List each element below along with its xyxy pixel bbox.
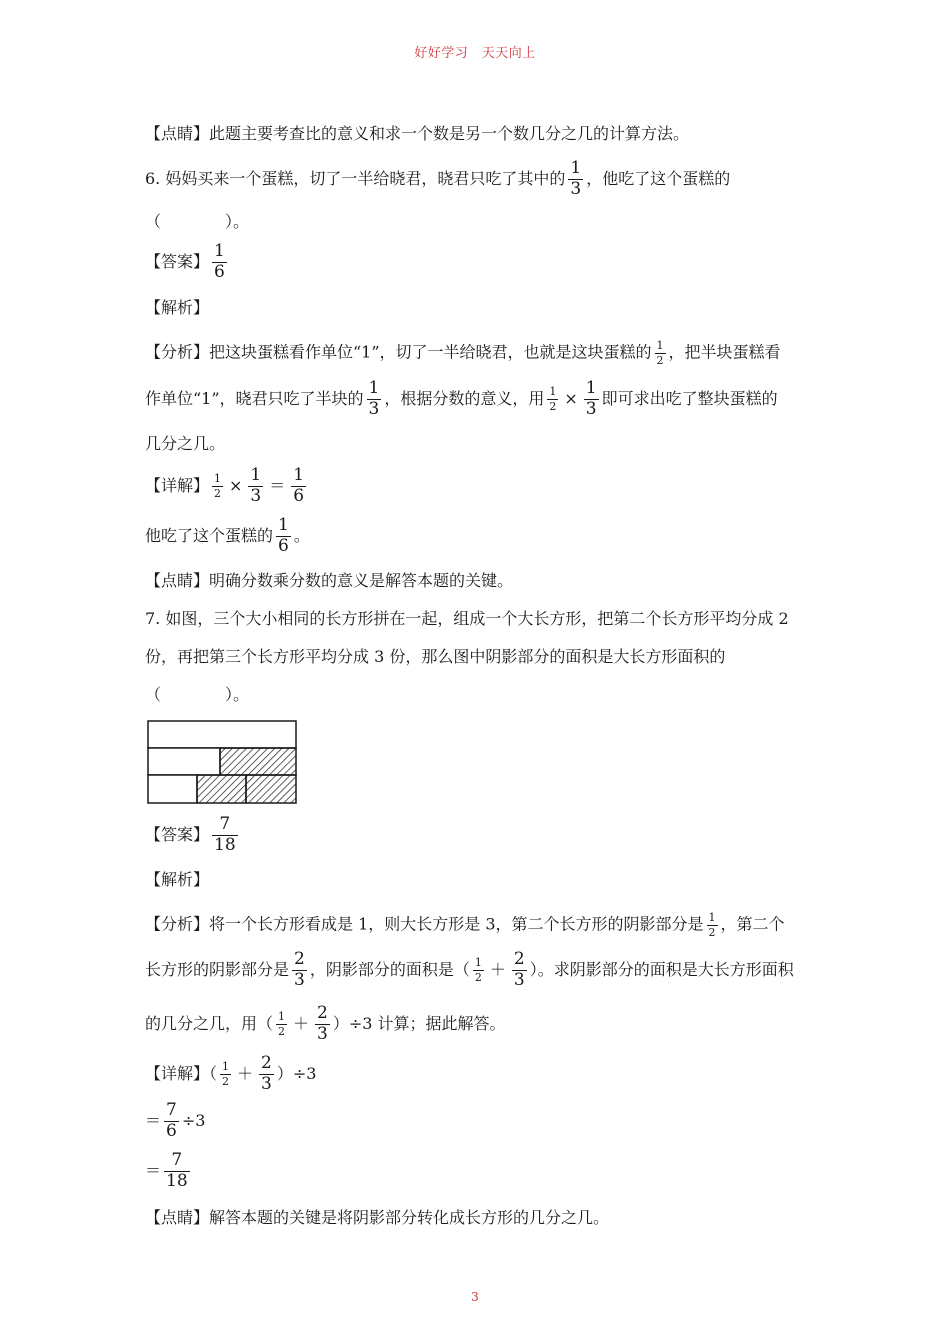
denominator: 2 — [656, 353, 664, 367]
plus-sign: ＋ — [293, 1013, 310, 1033]
numerator: 1 — [585, 378, 597, 398]
denominator: 3 — [317, 1023, 328, 1044]
fraction — [291, 467, 306, 506]
answer-line — [145, 816, 241, 855]
denominator: 2 — [474, 970, 482, 984]
denominator: 2 — [222, 1074, 230, 1088]
numerator: 1 — [708, 911, 716, 924]
fraction — [212, 473, 223, 499]
detail-line — [145, 467, 309, 506]
analysis-line — [145, 340, 781, 366]
numerator: 7 — [219, 814, 231, 834]
numerator: 1 — [214, 241, 225, 261]
answer-line — [145, 243, 230, 282]
detail-label: 【详解】 — [145, 475, 210, 495]
denominator: 3 — [513, 969, 525, 990]
analysis-line — [145, 912, 785, 938]
detail-line — [145, 1102, 205, 1141]
times-sign: × — [564, 388, 578, 408]
fraction — [512, 951, 527, 990]
text: ，他吃了这个蛋糕的 — [586, 168, 731, 188]
text: ）÷3 — [276, 1063, 317, 1083]
numerator: 1 — [250, 465, 262, 485]
text: 【分析】把这块蛋糕看作单位“1”，切了一半给晓君，也就是这块蛋糕的 — [145, 342, 652, 362]
denominator: 2 — [708, 925, 716, 939]
equals-sign: ＝ — [145, 1110, 162, 1130]
analysis-line — [145, 1005, 506, 1044]
fraction — [568, 160, 583, 199]
text-line: 【点睛】此题主要考查比的意义和求一个数是另一个数几分之几的计算方法。 — [145, 124, 690, 143]
fraction — [367, 380, 382, 419]
detail-line — [145, 1055, 316, 1094]
text: ，阴影部分的面积是（ — [309, 959, 470, 979]
times-sign: × — [229, 475, 243, 495]
text: 6. 妈妈买来一个蛋糕，切了一半给晓君，晓君只吃了其中的 — [145, 168, 566, 188]
equals-sign: ＝ — [145, 1160, 162, 1180]
text: 长方形的阴影部分是 — [145, 959, 290, 979]
numerator: 2 — [261, 1053, 272, 1073]
jiexi-label: 【解析】 — [145, 870, 210, 889]
page-number: 3 — [471, 1290, 479, 1304]
analysis-line — [145, 951, 794, 990]
rect-2-shaded — [220, 748, 296, 775]
numerator: 2 — [294, 949, 305, 969]
question-7: 7. 如图，三个大小相同的长方形拼在一起，组成一个大长方形，把第二个长方形平均分成 2 — [145, 609, 789, 628]
numerator: 2 — [317, 1003, 328, 1023]
denominator: 2 — [549, 399, 557, 413]
fraction — [315, 1005, 330, 1044]
numerator: 1 — [656, 339, 664, 352]
numerator: 1 — [293, 465, 305, 485]
plus-sign: ＋ — [489, 959, 506, 979]
text-line: 【点睛】解答本题的关键是将阴影部分转化成长方形的几分之几。 — [145, 1208, 610, 1227]
rect-1 — [148, 721, 296, 748]
text: ）÷3 计算；据此解答。 — [332, 1013, 506, 1033]
analysis-line: 几分之几。 — [145, 434, 226, 453]
denominator: 6 — [278, 535, 289, 556]
rect-3-left — [148, 775, 197, 803]
numerator: 1 — [222, 1060, 230, 1074]
rect-3-shaded-b — [246, 775, 296, 803]
text: 。 — [293, 525, 310, 545]
detail-line — [145, 517, 310, 556]
answer-label: 【答案】 — [145, 824, 210, 844]
numerator: 1 — [570, 158, 582, 178]
fraction — [584, 380, 599, 419]
text: ）。求阴影部分的面积是大长方形面积 — [529, 959, 794, 979]
fraction — [547, 386, 558, 412]
numerator: 1 — [549, 385, 557, 399]
denominator: 3 — [250, 485, 262, 506]
numerator: 1 — [278, 1010, 286, 1024]
numerator: 7 — [171, 1150, 183, 1170]
denominator: 6 — [214, 261, 225, 282]
denominator: 3 — [368, 398, 380, 419]
denominator: 6 — [293, 485, 305, 506]
numerator: 1 — [214, 472, 222, 486]
page-header: 好好学习 天天向上 — [414, 46, 536, 61]
rectangle-figure — [147, 720, 299, 806]
text: 的几分之几，用（ — [145, 1013, 274, 1033]
fraction — [473, 957, 484, 983]
fraction — [707, 912, 718, 938]
fraction — [164, 1152, 190, 1191]
fraction — [164, 1102, 179, 1141]
text-line: 【点睛】明确分数乘分数的意义是解答本题的关键。 — [145, 571, 514, 590]
question-6 — [145, 160, 730, 199]
denominator: 3 — [294, 969, 305, 990]
denominator: 18 — [166, 1170, 188, 1191]
numerator: 1 — [368, 378, 380, 398]
detail-line — [145, 1152, 193, 1191]
fraction — [259, 1055, 274, 1094]
answer-blank: （ ）。 — [145, 685, 250, 704]
fraction — [220, 1061, 231, 1087]
answer-label: 【答案】 — [145, 251, 210, 271]
fraction — [655, 340, 666, 366]
numerator: 2 — [513, 949, 525, 969]
answer-blank: （ ）。 — [145, 212, 250, 231]
denominator: 18 — [214, 834, 236, 855]
text: ，把半块蛋糕看 — [668, 342, 781, 362]
text: 【详解】（ — [145, 1063, 218, 1083]
fraction — [292, 951, 307, 990]
question-7-cont: 份，再把第三个长方形平均分成 3 份，那么图中阴影部分的面积是大长方形面积的 — [145, 647, 726, 666]
fraction — [212, 243, 227, 282]
text: 【分析】将一个长方形看成是 1，则大长方形是 3，第二个长方形的阴影部分是 — [145, 914, 704, 934]
numerator: 7 — [166, 1100, 177, 1120]
text: ，第二个 — [720, 914, 785, 934]
text: 即可求出吃了整块蛋糕的 — [601, 388, 778, 408]
text: 他吃了这个蛋糕的 — [145, 525, 274, 545]
text: ÷3 — [181, 1110, 206, 1130]
denominator: 6 — [166, 1120, 177, 1141]
fraction — [276, 1011, 287, 1037]
plus-sign: ＋ — [237, 1063, 254, 1083]
fraction — [248, 467, 263, 506]
rect-3-shaded-a — [197, 775, 246, 803]
denominator: 3 — [585, 398, 597, 419]
fraction — [276, 517, 291, 556]
jiexi-label: 【解析】 — [145, 298, 210, 317]
denominator: 2 — [278, 1024, 286, 1038]
text: ，根据分数的意义，用 — [384, 388, 545, 408]
analysis-line — [145, 380, 778, 419]
denominator: 3 — [261, 1073, 272, 1094]
numerator: 1 — [278, 515, 289, 535]
equals-sign: ＝ — [269, 475, 286, 495]
denominator: 2 — [214, 486, 222, 500]
numerator: 1 — [474, 956, 482, 970]
fraction — [212, 816, 238, 855]
text: 作单位“1”，晓君只吃了半块的 — [145, 388, 364, 408]
denominator: 3 — [570, 178, 582, 199]
rect-2-left — [148, 748, 220, 775]
